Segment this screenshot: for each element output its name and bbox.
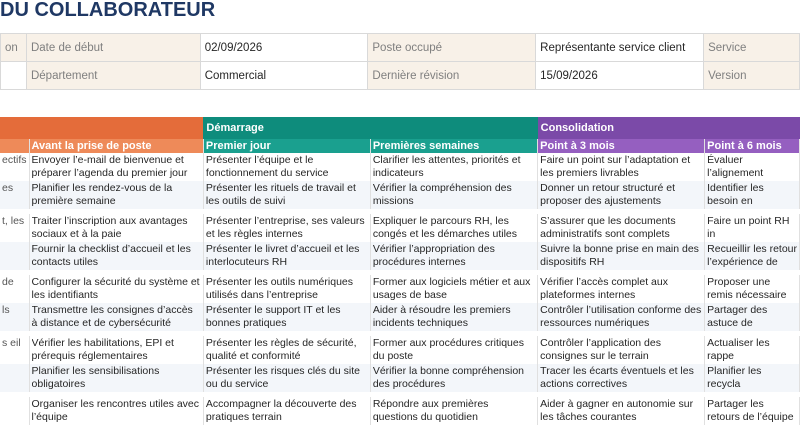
employee-info-table (0, 33, 800, 90)
task-cell[interactable] (203, 336, 370, 364)
row-lead-cell[interactable] (0, 364, 29, 392)
row-lead-cell[interactable]: ls (0, 303, 29, 331)
step-header-3-months: Point à 3 mois (538, 139, 705, 153)
task-text: Tracer les écarts éventuels et les actions correctives (540, 365, 694, 390)
phase-consolidation-header: Consolidation (538, 117, 800, 139)
task-cell[interactable] (203, 242, 370, 270)
task-cell[interactable] (29, 303, 203, 331)
task-cell[interactable] (203, 214, 370, 242)
task-text: Présenter le livret d’accueil et les interlocuteurs RH (205, 243, 360, 268)
task-text: Présenter les rituels de travail et les outils de suivi (205, 182, 356, 207)
task-text: Aider à résoudre les premiers incidents techniques (372, 304, 511, 329)
task-cell[interactable] (538, 397, 705, 425)
department-value[interactable]: Commercial (200, 62, 368, 90)
task-text: Former aux procédures critiques du poste (372, 337, 524, 362)
table-row (0, 275, 800, 303)
task-cell[interactable] (203, 181, 370, 209)
task-cell[interactable] (538, 303, 705, 331)
task-text: S’assurer que les documents administratifs sont complets (540, 215, 676, 240)
table-row (0, 397, 800, 425)
task-text: Vérifier la bonne compréhension des procédures (372, 365, 525, 390)
task-cell[interactable] (370, 214, 537, 242)
start-date-label: Date de début (26, 34, 200, 62)
revision-value[interactable]: 15/09/2026 (536, 62, 704, 90)
step-header-first-weeks: Premières semaines (370, 139, 537, 153)
task-text: Répondre aux premières questions du quotidien (372, 398, 489, 423)
task-text: Vérifier l’accès complet aux plateformes internes (540, 276, 668, 301)
task-text: Configurer la sécurité du système et les identifiants (31, 276, 200, 301)
task-cell[interactable] (29, 214, 203, 242)
task-cell[interactable] (538, 153, 705, 181)
info-cell-empty[interactable] (1, 62, 27, 90)
row-lead-cell[interactable]: de (0, 275, 29, 303)
task-cell[interactable] (29, 336, 203, 364)
task-text: Évaluer l’alignement (707, 154, 764, 179)
phase-demarrage-header: Démarrage (203, 117, 537, 139)
table-row (0, 336, 800, 364)
task-cell[interactable] (370, 275, 537, 303)
table-row (0, 214, 800, 242)
version-label: Version (704, 62, 800, 90)
task-text: Proposer une remis nécessaire (707, 276, 787, 301)
task-cell[interactable] (29, 364, 203, 392)
info-row-department (1, 62, 800, 90)
onboarding-plan-table (0, 117, 800, 425)
task-cell[interactable] (203, 397, 370, 425)
service-label: Service (704, 34, 800, 62)
task-text: Vérifier l’appropriation des procédures internes (372, 243, 495, 268)
task-text: Présenter le support IT et les bonnes pratiques (205, 304, 341, 329)
task-cell[interactable] (370, 364, 537, 392)
position-label: Poste occupé (368, 34, 536, 62)
table-row (0, 303, 800, 331)
task-cell[interactable] (370, 303, 537, 331)
task-cell[interactable] (203, 303, 370, 331)
phase-header-row (0, 117, 800, 139)
phase-preparation-header (0, 117, 203, 139)
task-text: Contrôler l’utilisation conforme des ressources numériques (540, 304, 702, 329)
task-cell[interactable] (538, 364, 705, 392)
department-label: Département (26, 62, 200, 90)
task-text: Accompagner la découverte des pratiques terrain (205, 398, 357, 423)
task-cell[interactable] (370, 181, 537, 209)
task-cell[interactable] (705, 214, 800, 242)
page-title: DU COLLABORATEUR (0, 0, 216, 21)
task-text: Donner un retour structuré et proposer des ajustements (540, 182, 675, 207)
task-cell[interactable] (29, 397, 203, 425)
task-text: Présenter les règles de sécurité, qualité et conformité (205, 337, 357, 362)
task-text: Présenter l’entreprise, ses valeurs et les règles internes (205, 215, 365, 240)
task-cell[interactable] (538, 275, 705, 303)
task-cell[interactable] (538, 214, 705, 242)
task-text: Clarifier les attentes, priorités et indicateurs (372, 154, 521, 179)
task-text: Recueillir les retour l’expérience de (707, 243, 797, 268)
task-text: Expliquer le parcours RH, les congés et les démarches utiles (372, 215, 518, 240)
step-header-row (0, 139, 800, 153)
task-text: Transmettre les consignes d’accès à distance et de cybersécurité (31, 304, 193, 329)
task-cell[interactable] (538, 336, 705, 364)
step-header-6-months: Point à 6 mois (705, 139, 800, 153)
task-text: Traiter l’inscription aux avantages sociaux et à la paie (31, 215, 188, 240)
task-text: Faire un point RH in (707, 215, 790, 240)
task-cell[interactable] (705, 364, 800, 392)
task-cell[interactable] (538, 181, 705, 209)
task-cell[interactable] (29, 242, 203, 270)
task-text: Présenter les risques clés du site ou du service (205, 365, 360, 390)
task-text: Partager les retours de l’équipe (707, 398, 794, 423)
step-header-before-start: Avant la prise de poste (29, 139, 203, 153)
task-cell[interactable] (705, 303, 800, 331)
task-text: Présenter les outils numériques utilisés dans l’entreprise (205, 276, 353, 301)
row-lead-cell[interactable]: es (0, 181, 29, 209)
task-cell[interactable] (29, 153, 203, 181)
task-text: Fournir la checklist d’accueil et les contacts utiles (31, 243, 191, 268)
task-cell[interactable] (203, 153, 370, 181)
task-cell[interactable] (705, 242, 800, 270)
table-row (0, 242, 800, 270)
task-text: Envoyer l’e-mail de bienvenue et préparer l’agenda du premier jour (31, 154, 188, 179)
task-text: Faire un point sur l’adaptation et les premiers livrables (540, 154, 691, 179)
step-header-first-day: Premier jour (203, 139, 370, 153)
table-row (0, 153, 800, 181)
task-cell[interactable] (370, 336, 537, 364)
row-lead-cell[interactable] (0, 242, 29, 270)
task-cell[interactable] (705, 181, 800, 209)
task-cell[interactable] (538, 242, 705, 270)
task-text: Organiser les rencontres utiles avec l’équipe (31, 398, 200, 423)
task-cell[interactable] (370, 153, 537, 181)
task-text: Former aux logiciels métier et aux usages de base (372, 276, 531, 301)
row-lead-cell[interactable] (0, 397, 29, 425)
task-text: Vérifier les habilitations, EPI et prérequis réglementaires (31, 337, 174, 362)
task-text: Partager des astuce de (707, 304, 768, 329)
task-cell[interactable] (29, 275, 203, 303)
info-row-start (1, 34, 800, 62)
task-cell[interactable] (29, 181, 203, 209)
task-text: Identifier les besoin en (707, 182, 764, 207)
row-lead-cell[interactable]: s eil (0, 336, 29, 364)
task-text: Contrôler l’application des consignes sur le terrain (540, 337, 661, 362)
task-text: Planifier les sensibilisations obligatoires (31, 365, 160, 390)
task-text: Planifier les recycla (707, 365, 762, 390)
task-text: Présenter l’équipe et le fonctionnement du service (205, 154, 329, 179)
task-cell[interactable] (203, 364, 370, 392)
task-cell[interactable] (370, 397, 537, 425)
info-cell-cut: on (1, 34, 27, 62)
task-text: Vérifier la compréhension des missions (372, 182, 512, 207)
task-text: Planifier les rendez-vous de la première semaine (31, 182, 173, 207)
task-text: Actualiser les rappe (707, 337, 770, 362)
row-lead-cell[interactable]: t, les (0, 214, 29, 242)
task-cell[interactable] (203, 275, 370, 303)
task-cell[interactable] (705, 275, 800, 303)
start-date-value[interactable]: 02/09/2026 (200, 34, 368, 62)
revision-label: Dernière révision (368, 62, 536, 90)
step-header-lead (0, 139, 29, 153)
position-value[interactable]: Représentante service client (536, 34, 704, 62)
task-cell[interactable] (370, 242, 537, 270)
table-row (0, 364, 800, 392)
task-text: Suivre la bonne prise en main des dispositifs RH (540, 243, 699, 268)
task-cell[interactable] (705, 336, 800, 364)
task-text: Aider à gagner en autonomie sur les tâches courantes (540, 398, 694, 423)
row-lead-cell[interactable]: ectifs (0, 153, 29, 181)
task-cell[interactable] (705, 397, 800, 425)
task-cell[interactable] (705, 153, 800, 181)
table-row (0, 181, 800, 209)
